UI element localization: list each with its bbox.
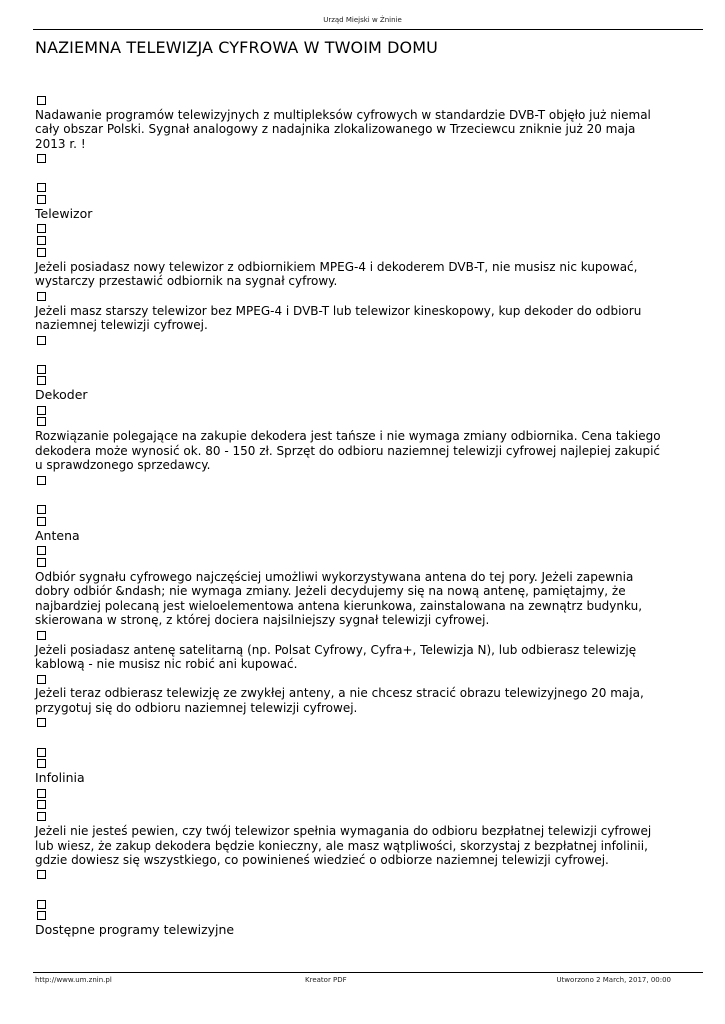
placeholder-glyph-icon [37, 631, 46, 640]
section-heading-telewizor: Telewizor [35, 205, 93, 221]
page-header: Urząd Miejski w Żninie [323, 16, 402, 24]
placeholder-glyph-icon [37, 911, 46, 920]
text-line: Jeżeli nie jesteś pewien, czy twój telewizor spełnia wymagania do odbioru bezpłatnej telewizji cyfrowej [35, 823, 652, 838]
placeholder-glyph-icon [37, 195, 46, 204]
placeholder-glyph-icon [37, 759, 46, 768]
placeholder-glyph-icon [37, 292, 46, 301]
section-heading-programy: Dostępne programy telewizyjne [35, 922, 235, 938]
text-line: gdzie dowiesz się wszystkiego, co powinieneś wiedzieć o odbiorze naziemnej telewizji cyfrowej. [35, 853, 609, 868]
text-line: kablową - nie musisz nic robić ani kupować. [35, 657, 298, 672]
placeholder-glyph-icon [37, 476, 46, 485]
placeholder-glyph-icon [37, 236, 46, 245]
placeholder-glyph-icon [37, 406, 46, 415]
text-line: najbardziej polecaną jest wieloelementowa antena kierunkowa, zainstalowana na zewnątrz budynku, [35, 598, 643, 613]
placeholder-glyph-icon [37, 336, 46, 345]
text-line: naziemnej telewizji cyfrowej. [35, 318, 208, 333]
blank-line [35, 166, 705, 181]
placeholder-glyph-icon [37, 900, 46, 909]
text-line: u sprawdzonego sprzedawcy. [35, 458, 211, 473]
text-line: skierowana w stronę, z której dociera najsilniejszy sygnał telewizji cyfrowej. [35, 613, 490, 628]
section-heading-dekoder: Dekoder [35, 387, 88, 403]
blank-line [35, 488, 705, 503]
footer-generator: Kreator PDF [305, 976, 347, 984]
text-line: Odbiór sygnału cyfrowego najczęściej umożliwi wykorzystywana antena do tej pory. Jeżeli zapewnia [35, 569, 634, 584]
text-line: dobry odbiór &ndash; nie wymaga zmiany. Jeżeli decydujemy się na nową antenę, pamiętajmy, że [35, 584, 626, 599]
placeholder-glyph-icon [37, 224, 46, 233]
text-line: wystarczy przestawić odbiornik na sygnał cyfrowy. [35, 274, 338, 289]
placeholder-glyph-icon [37, 789, 46, 798]
placeholder-glyph-icon [37, 96, 46, 105]
placeholder-glyph-icon [37, 812, 46, 821]
text-line: Rozwiązanie polegające na zakupie dekodera jest tańsze i nie wymaga zmiany odbiornika. Cena takiego [35, 429, 661, 444]
text-line: 2013 r. ! [35, 136, 86, 151]
antena-paragraph-1 [35, 570, 705, 628]
page-footer [35, 976, 671, 986]
placeholder-glyph-icon [37, 183, 46, 192]
blank-line [35, 882, 705, 897]
text-line: lub wiesz, że zakup dekodera będzie konieczny, ale masz wątpliwości, skorzystaj z bezpłatnej infolinii, [35, 838, 648, 853]
blank-line [35, 347, 705, 362]
telewizor-paragraph-2 [35, 304, 705, 333]
placeholder-glyph-icon [37, 718, 46, 727]
telewizor-paragraph-1 [35, 260, 705, 289]
text-line: Jeżeli teraz odbierasz telewizję ze zwykłej anteny, a nie chcesz stracić obrazu telewizyjnego 20 maja, [35, 686, 644, 701]
placeholder-glyph-icon [37, 505, 46, 514]
text-line: Jeżeli posiadasz antenę satelitarną (np. Polsat Cyfrowy, Cyfra+, Telewizja N), lub odbierasz telewizję [35, 642, 637, 657]
footer-divider [33, 972, 703, 973]
placeholder-glyph-icon [37, 558, 46, 567]
document-body [35, 93, 705, 938]
text-line: cały obszar Polski. Sygnał analogowy z nadajnika zlokalizowanego w Trzeciewcu zniknie już 20 maja [35, 122, 636, 137]
placeholder-glyph-icon [37, 870, 46, 879]
footer-url-link[interactable]: http://www.um.znin.pl [35, 976, 112, 984]
placeholder-glyph-icon [37, 376, 46, 385]
text-line: Nadawanie programów telewizyjnych z multipleksów cyfrowych w standardzie DVB-T objęło już niemal [35, 107, 651, 122]
dekoder-paragraph-1 [35, 429, 705, 473]
text-line: Jeżeli posiadasz nowy telewizor z odbiornikiem MPEG-4 i dekoderem DVB-T, nie musisz nic kupować, [35, 259, 638, 274]
text-line: dekodera może wynosić ok. 80 - 150 zł. Sprzęt do odbioru naziemnej telewizji cyfrowej najlepiej zakupić [35, 443, 661, 458]
page-title: NAZIEMNA TELEWIZJA CYFROWA W TWOIM DOMU [35, 38, 438, 57]
text-line: przygotuj się do odbioru naziemnej telewizji cyfrowej. [35, 700, 358, 715]
placeholder-glyph-icon [37, 517, 46, 526]
infolinia-paragraph-1 [35, 824, 705, 868]
placeholder-glyph-icon [37, 546, 46, 555]
antena-paragraph-3 [35, 686, 705, 715]
header-divider [33, 29, 703, 30]
intro-paragraph [35, 108, 705, 152]
section-heading-infolinia: Infolinia [35, 770, 85, 786]
section-heading-antena: Antena [35, 527, 80, 543]
footer-created-date: Utworzono 2 March, 2017, 00:00 [556, 976, 671, 984]
placeholder-glyph-icon [37, 675, 46, 684]
placeholder-glyph-icon [37, 154, 46, 163]
blank-line [35, 730, 705, 745]
placeholder-glyph-icon [37, 748, 46, 757]
text-line: Jeżeli masz starszy telewizor bez MPEG-4 i DVB-T lub telewizor kineskopowy, kup dekoder do odbioru [35, 303, 642, 318]
placeholder-glyph-icon [37, 417, 46, 426]
placeholder-glyph-icon [37, 248, 46, 257]
placeholder-glyph-icon [37, 800, 46, 809]
placeholder-glyph-icon [37, 365, 46, 374]
antena-paragraph-2 [35, 643, 705, 672]
